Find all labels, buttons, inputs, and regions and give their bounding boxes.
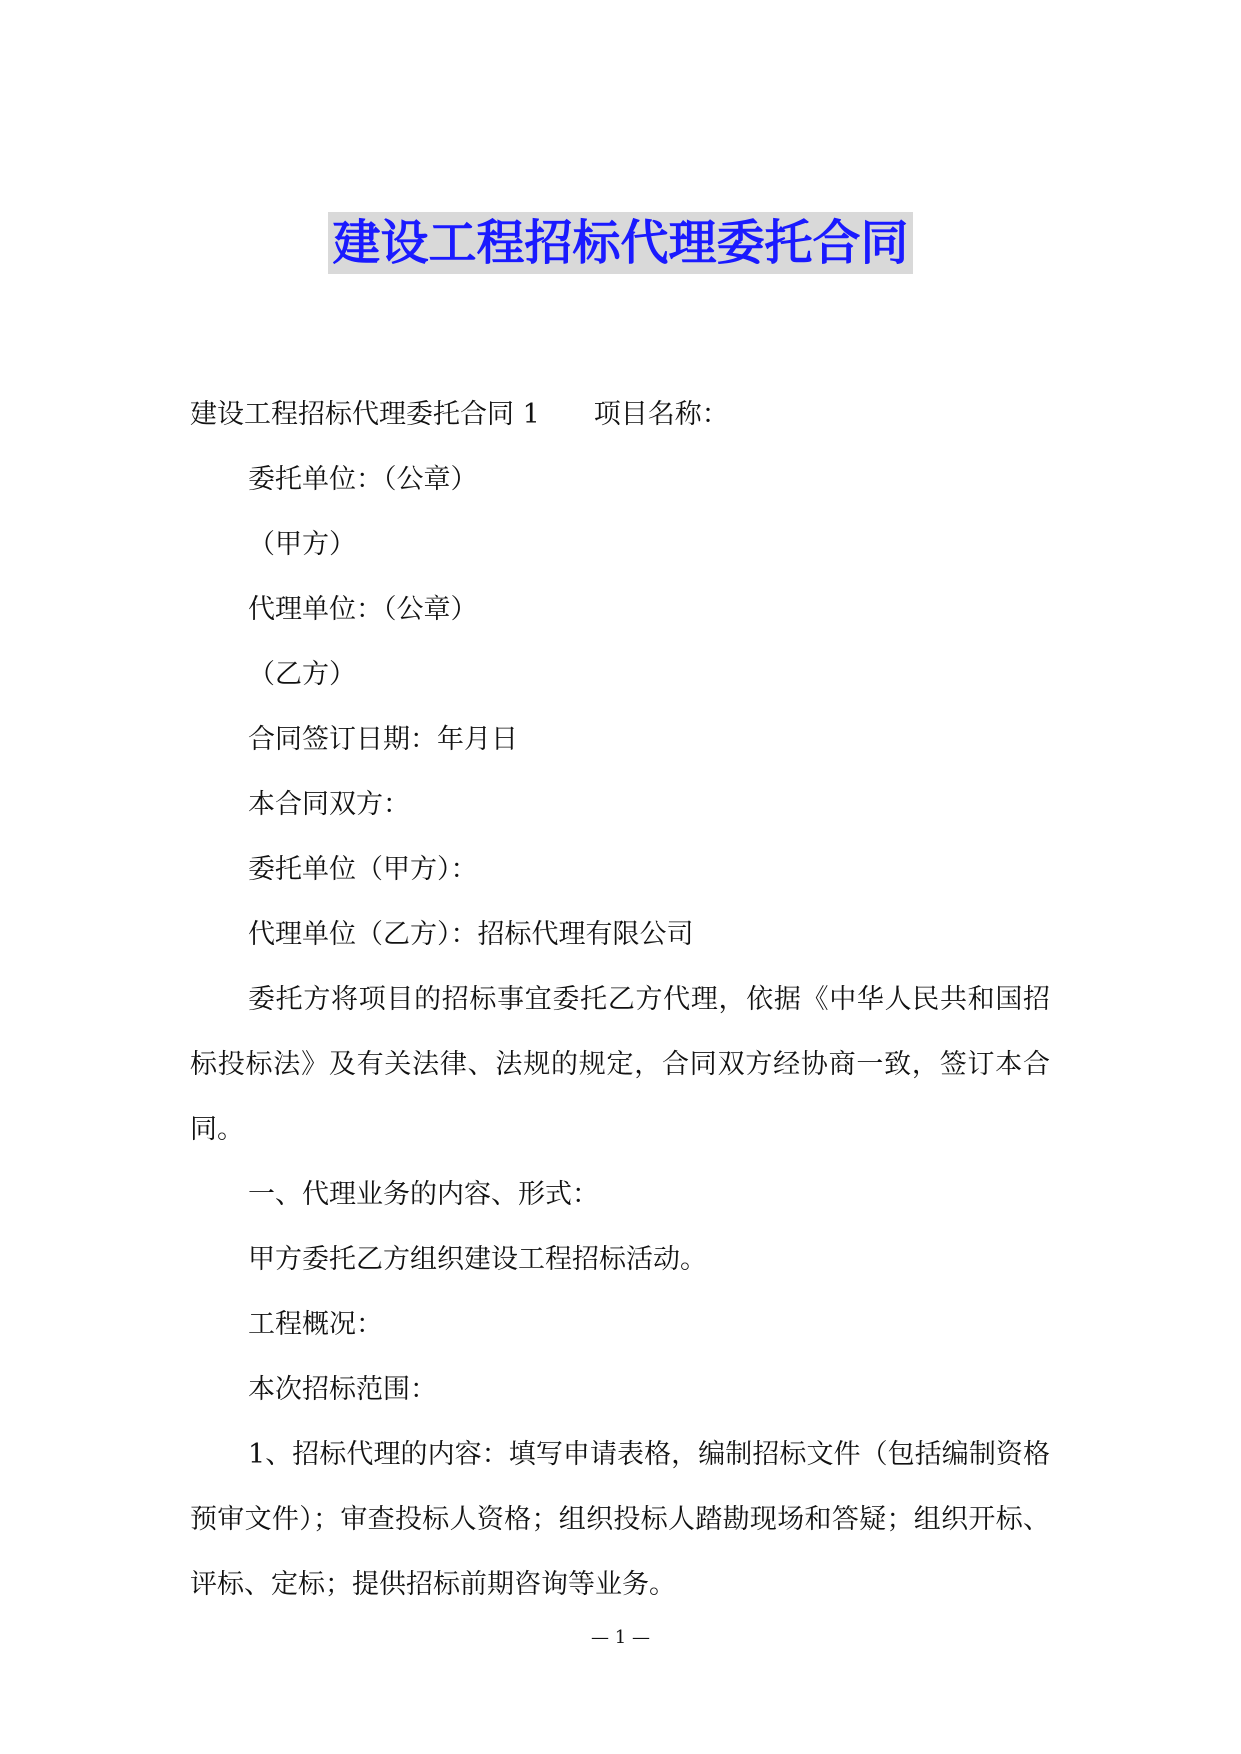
paragraph-entrusting-unit-seal: 委托单位：（公章） bbox=[248, 464, 478, 495]
section-heading-1: 一、代理业务的内容、形式： bbox=[248, 1179, 599, 1210]
paragraph-agent-unit: 代理单位（乙方）：招标代理有限公司 bbox=[248, 919, 694, 950]
paragraph-heading-line: 建设工程招标代理委托合同 1 项目名称： bbox=[190, 399, 729, 430]
paragraph-party-b: （乙方） bbox=[248, 659, 356, 690]
paragraph-preamble: 委托方将项目的招标事宜委托乙方代理，依据《中华人民共和国招标投标法》及有关法律、法规的规定，合同双方经协商一致，签订本合同。 bbox=[190, 984, 1050, 1145]
paragraph-sign-date: 合同签订日期：年月日 bbox=[248, 724, 518, 755]
paragraph-item-1: 1、招标代理的内容：填写申请表格，编制招标文件（包括编制资格预审文件）；审查投标人资格；组织投标人踏勘现场和答疑；组织开标、评标、定标；提供招标前期咨询等业务。 bbox=[190, 1439, 1050, 1600]
paragraph-both-parties: 本合同双方： bbox=[248, 789, 410, 820]
paragraph-organize: 甲方委托乙方组织建设工程招标活动。 bbox=[248, 1244, 707, 1275]
paragraph-entrusting-unit: 委托单位（甲方）： bbox=[248, 854, 478, 885]
page-number: — 1 — bbox=[591, 1627, 650, 1648]
paragraph-scope: 本次招标范围： bbox=[248, 1374, 437, 1405]
paragraph-overview: 工程概况： bbox=[248, 1309, 383, 1340]
title-container bbox=[0, 212, 1241, 274]
paragraph-agent-unit-seal: 代理单位：（公章） bbox=[248, 594, 478, 625]
document-title: 建设工程招标代理委托合同 bbox=[328, 212, 912, 274]
document-body bbox=[190, 382, 1050, 1617]
paragraph-party-a: （甲方） bbox=[248, 529, 356, 560]
